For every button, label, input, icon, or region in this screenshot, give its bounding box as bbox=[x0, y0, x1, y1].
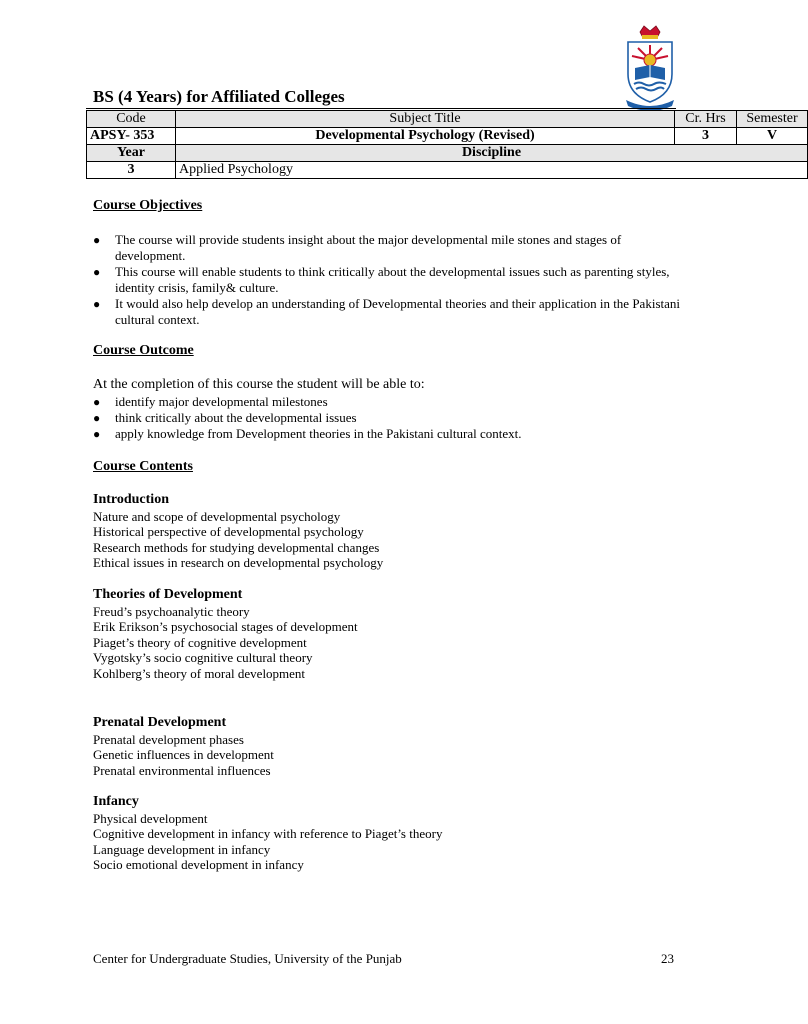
title-divider bbox=[86, 108, 676, 109]
header-semester: Semester bbox=[737, 111, 808, 128]
discipline-value: Applied Psychology bbox=[176, 162, 808, 179]
credit-hours: 3 bbox=[675, 128, 737, 145]
objectives-list bbox=[93, 232, 683, 328]
content-line: Prenatal environmental influences bbox=[93, 762, 271, 778]
semester: V bbox=[737, 128, 808, 145]
outcome-list bbox=[93, 394, 683, 442]
document-title: BS (4 Years) for Affiliated Colleges bbox=[93, 87, 345, 106]
list-item bbox=[93, 410, 683, 426]
section-title: Introduction bbox=[93, 492, 169, 507]
bullet-icon: ● bbox=[93, 265, 101, 279]
bullet-icon: ● bbox=[93, 297, 101, 311]
table-header-row bbox=[87, 111, 808, 128]
subject-title: Developmental Psychology (Revised) bbox=[176, 128, 675, 145]
content-line: Kohlberg’s theory of moral development bbox=[93, 665, 306, 681]
outcome-text: identify major developmental milestones bbox=[115, 394, 328, 409]
header-credit-hours: Cr. Hrs bbox=[675, 111, 737, 128]
bullet-icon: ● bbox=[93, 427, 101, 441]
section-prenatal bbox=[93, 715, 274, 778]
outcome-intro: At the completion of this course the student will be able to: bbox=[93, 377, 425, 392]
header-subject-title: Subject Title bbox=[176, 111, 675, 128]
bullet-icon: ● bbox=[93, 233, 101, 247]
content-line: Nature and scope of developmental psychology bbox=[93, 508, 341, 524]
table-header-row-2 bbox=[87, 145, 808, 162]
content-line: Cognitive development in infancy with reference to Piaget’s theory bbox=[93, 826, 443, 841]
outcome-text: apply knowledge from Development theories in the Pakistani cultural context. bbox=[115, 426, 522, 441]
objective-text: The course will provide students insight about the major developmental mile stones and stages of development. bbox=[115, 232, 622, 263]
section-title: Theories of Development bbox=[93, 587, 243, 602]
objective-text: It would also help develop an understanding of Developmental theories and their application in the Pakistani cultural context. bbox=[115, 296, 680, 327]
page-number: 23 bbox=[661, 951, 674, 966]
content-line: Prenatal development phases bbox=[93, 731, 244, 747]
content-line: Ethical issues in research on developmental psychology bbox=[93, 555, 384, 570]
content-line: Research methods for studying developmental changes bbox=[93, 539, 380, 555]
contents-heading: Course Contents bbox=[93, 459, 193, 474]
outcome-text: think critically about the developmental issues bbox=[115, 410, 357, 425]
objectives-heading: Course Objectives bbox=[93, 198, 203, 213]
header-code: Code bbox=[87, 111, 176, 128]
list-item bbox=[93, 394, 683, 410]
section-introduction bbox=[93, 492, 383, 571]
list-item bbox=[93, 232, 683, 264]
section-title: Prenatal Development bbox=[93, 715, 227, 730]
list-item bbox=[93, 264, 683, 296]
year-value: 3 bbox=[87, 162, 176, 179]
objective-text: This course will enable students to think critically about the developmental issues such as parenting styles, identity crisis, family& culture. bbox=[115, 264, 670, 295]
list-item bbox=[93, 296, 683, 328]
content-line: Historical perspective of developmental psychology bbox=[93, 524, 364, 539]
content-line: Freud’s psychoanalytic theory bbox=[93, 603, 250, 619]
content-line: Piaget’s theory of cognitive development bbox=[93, 634, 307, 650]
university-crest-icon bbox=[622, 24, 678, 110]
list-item bbox=[93, 426, 683, 442]
outcome-heading: Course Outcome bbox=[93, 343, 194, 358]
bullet-icon: ● bbox=[93, 411, 101, 425]
footer-institution: Center for Undergraduate Studies, University of the Punjab bbox=[93, 951, 402, 966]
content-line: Physical development bbox=[93, 810, 208, 826]
header-discipline: Discipline bbox=[176, 145, 808, 162]
section-title: Infancy bbox=[93, 794, 139, 809]
section-infancy bbox=[93, 794, 442, 873]
course-info-table bbox=[86, 110, 808, 179]
content-line: Language development in infancy bbox=[93, 841, 271, 857]
course-code: APSY- 353 bbox=[87, 128, 176, 145]
table-row bbox=[87, 128, 808, 145]
section-theories bbox=[93, 587, 358, 681]
header-year: Year bbox=[87, 145, 176, 162]
content-line: Genetic influences in development bbox=[93, 747, 274, 762]
bullet-icon: ● bbox=[93, 395, 101, 409]
content-line: Socio emotional development in infancy bbox=[93, 857, 304, 872]
table-row bbox=[87, 162, 808, 179]
content-line: Vygotsky’s socio cognitive cultural theory bbox=[93, 650, 313, 665]
content-line: Erik Erikson’s psychosocial stages of development bbox=[93, 619, 358, 634]
